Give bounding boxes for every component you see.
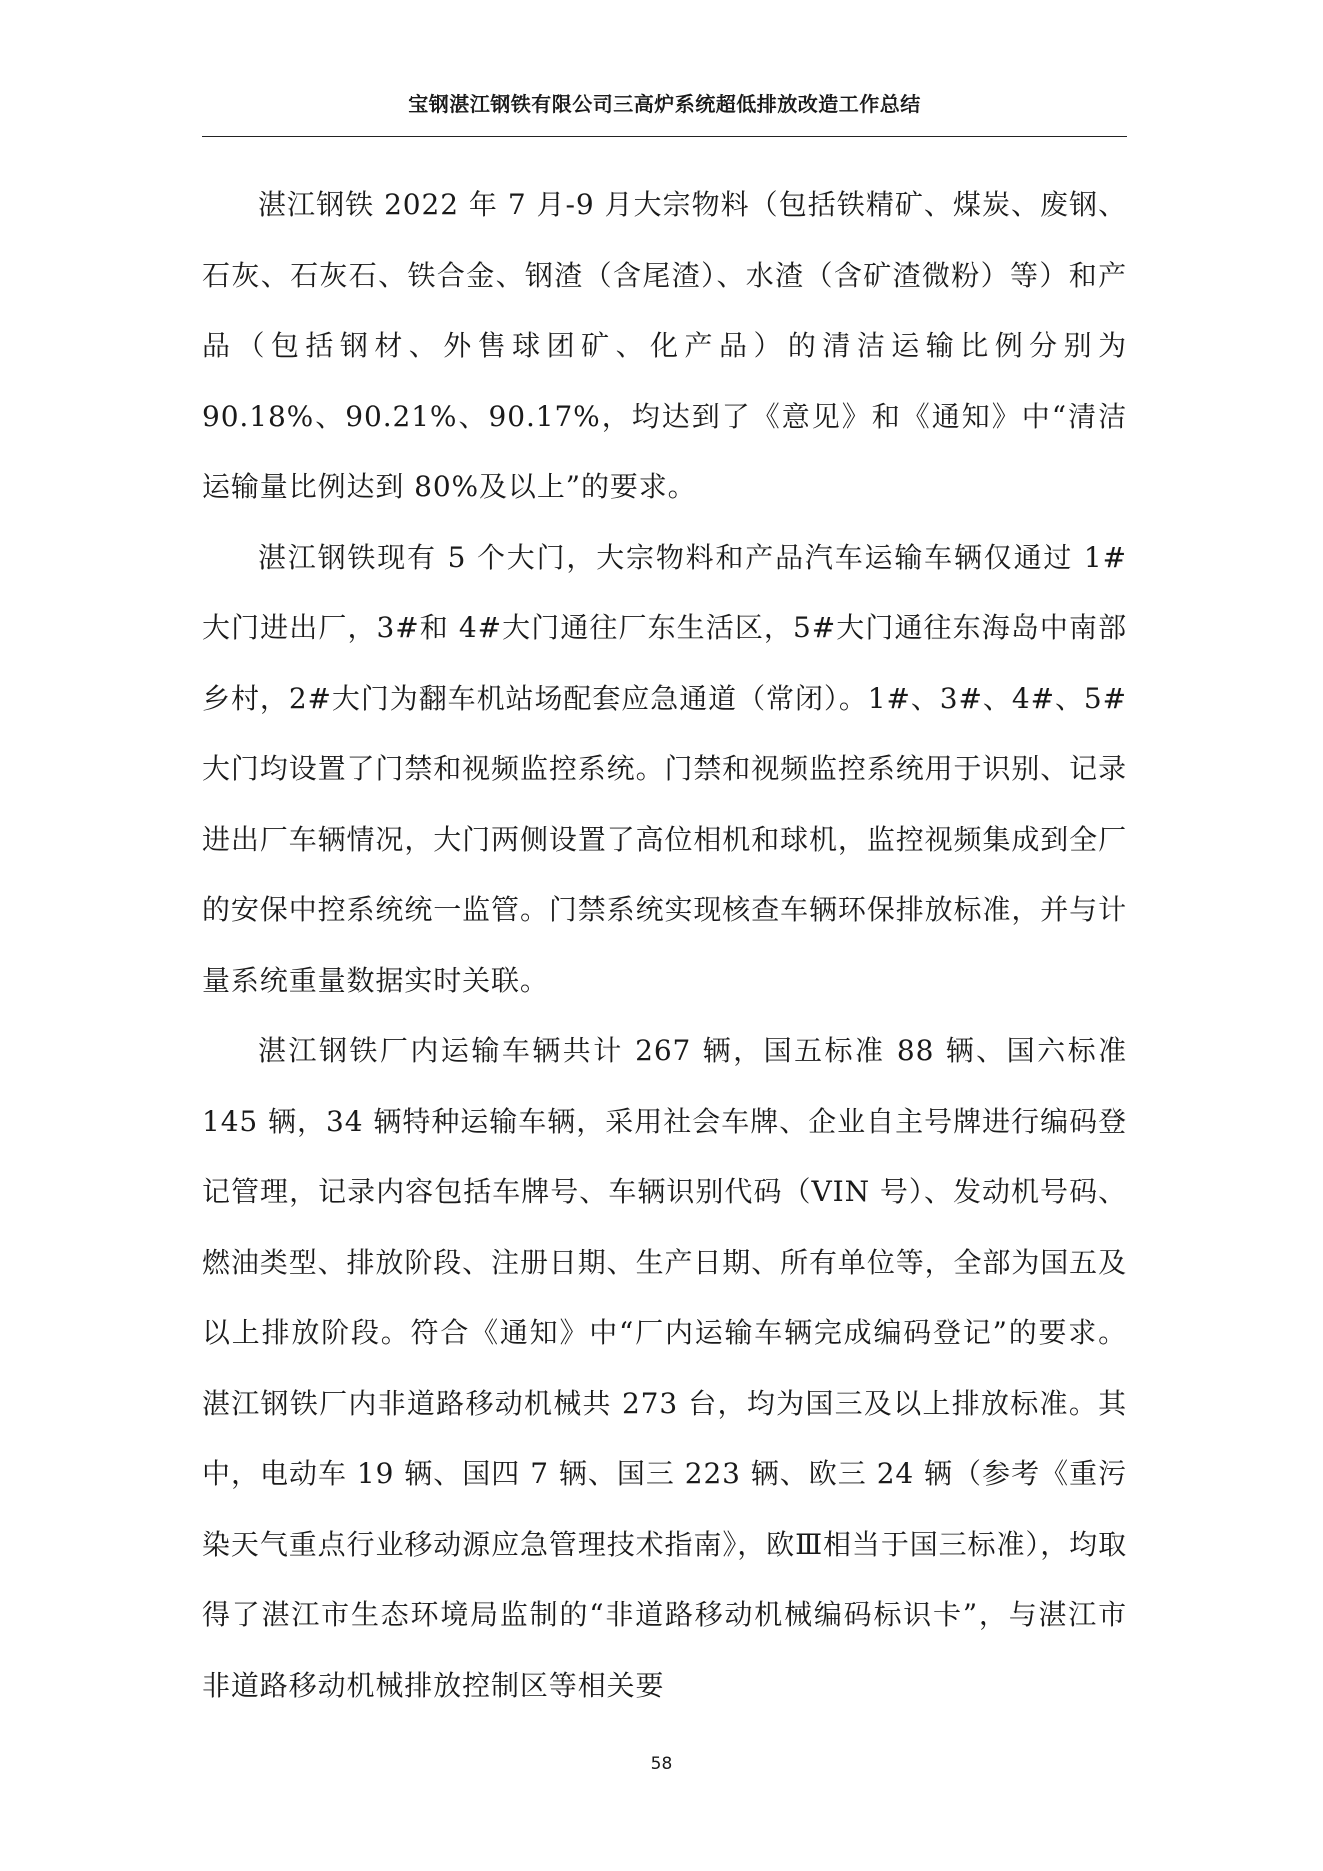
paragraph-vehicles-machinery: 湛江钢铁厂内运输车辆共计 267 辆，国五标准 88 辆、国六标准 145 辆，34 辆特种运输车辆，采用社会车牌、企业自主号牌进行编码登记管理，记录内容包括车牌号、车辆识别代码（VIN 号）、发动机号码、燃油类型、排放阶段、注册日期、生产日期、所有单位等，全部为国五及以上排放阶段。符合《通知》中“厂内运输车辆完成编码登记”的要求。湛江钢铁厂内非道路移动机械共 273 台，均为国三及以上排放标准。其中，电动车 19 辆、国四 7 辆、国三 223 辆、欧三 24 辆（参考《重污染天气重点行业移动源应急管理技术指南》，欧Ⅲ相当于国三标准），均取得了湛江市生态环境局监制的“非道路移动机械编码标识卡”，与湛江市非道路移动机械排放控制区等相关要 bbox=[202, 1034, 1127, 1702]
header-divider bbox=[202, 136, 1127, 137]
paragraph-gates-monitoring: 湛江钢铁现有 5 个大门，大宗物料和产品汽车运输车辆仅通过 1#大门进出厂，3#和 4#大门通往厂东生活区，5#大门通往东海岛中南部乡村，2#大门为翻车机站场配套应急通道（常闭）。1#、3#、4#、5#大门均设置了门禁和视频监控系统。门禁和视频监控系统用于识别、记录进出厂车辆情况，大门两侧设置了高位相机和球机，监控视频集成到全厂的安保中控系统统一监管。门禁系统实现核查车辆环保排放标准，并与计量系统重量数据实时关联。 bbox=[202, 540, 1127, 997]
paragraph-clean-transport: 湛江钢铁 2022 年 7 月-9 月大宗物料（包括铁精矿、煤炭、废钢、石灰、石灰石、铁合金、钢渣（含尾渣）、水渣（含矿渣微粉）等）和产品（包括钢材、外售球团矿、化产品）的清洁运输比例分别为 90.18%、90.21%、90.17%，均达到了《意见》和《通知》中“清洁运输量比例达到 80%及以上”的要求。 bbox=[202, 188, 1127, 503]
page-header-title: 宝钢湛江钢铁有限公司三高炉系统超低排放改造工作总结 bbox=[408, 92, 921, 116]
page-number: 58 bbox=[650, 1754, 673, 1774]
document-body bbox=[202, 170, 1127, 1721]
